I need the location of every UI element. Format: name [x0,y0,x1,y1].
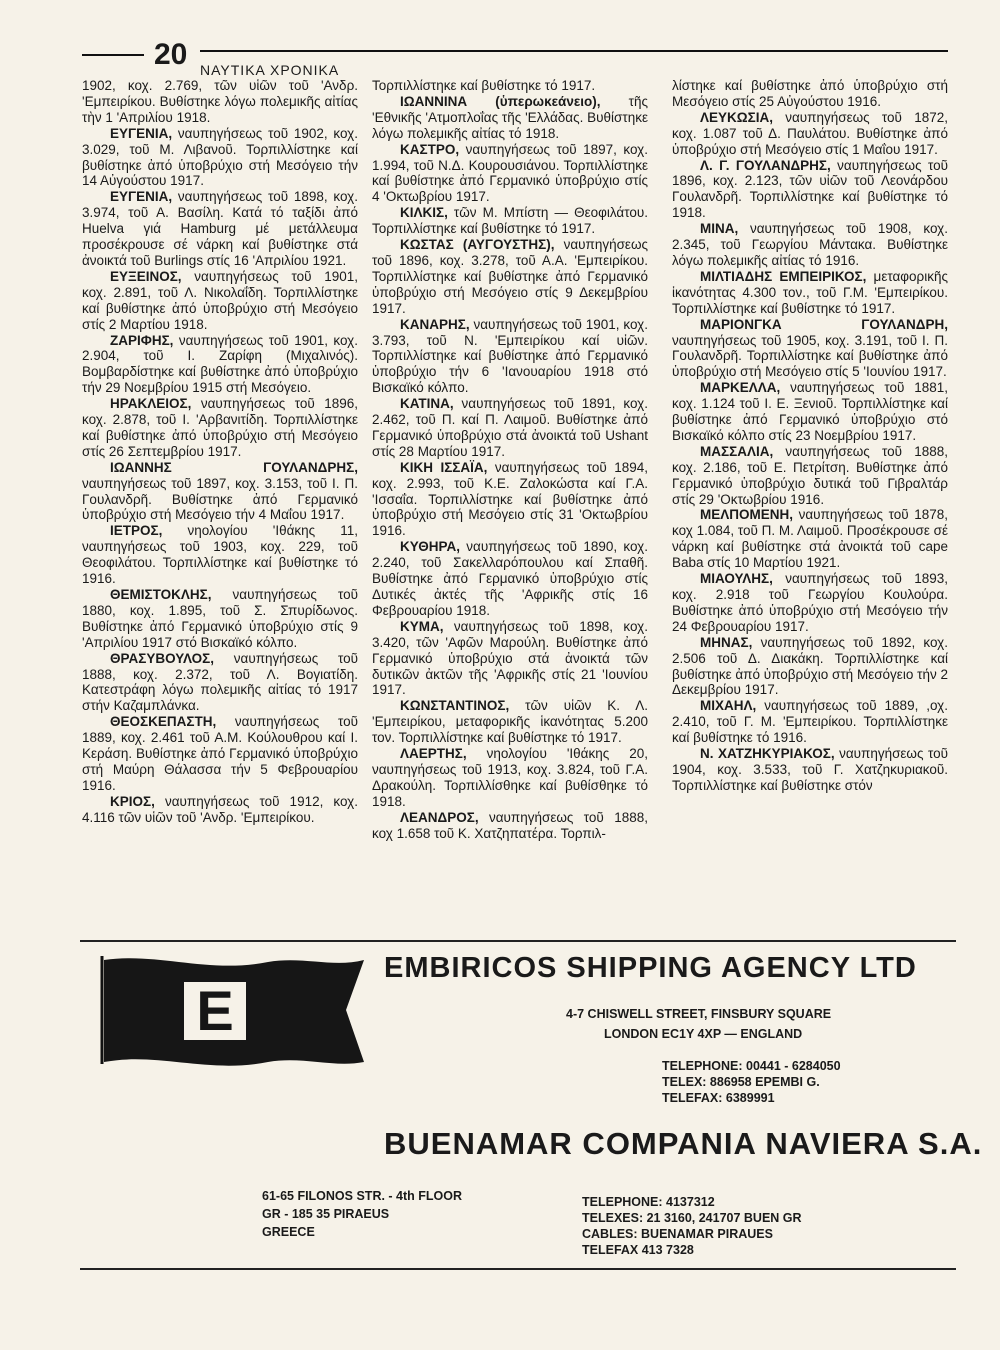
page-number: 20 [154,38,188,71]
ship-entry [372,460,648,540]
ad1-telephone: TELEPHONE: 00441 - 6284050 [662,1059,841,1073]
ship-entry [82,587,358,651]
ship-name: ΘΕΜΙΣΤΟΚΛΗΣ, [110,587,212,602]
ship-description: ναυπηγήσεως τοῦ 1889, κοχ. 2.461 τοῦ Α.Μ. Κούλουθρου καί Ι. Κεράση. Βυθίστηκε ἀπό Γερμανικό ὑποβρύχιο στή Μαύρη Θάλασσα τήν 5 Φεβρουαρίου 1916. [82,714,358,793]
ship-name: ΘΡΑΣΥΒΟΥΛΟΣ, [110,650,215,666]
ship-description: ναυπηγήσεως τοῦ 1889, ,οχ. 2.410, τοῦ Γ. Μ. 'Εμπειρίκου. Τορπιλλίστηκε καί βυθίστηκε τό 1916. [672,698,948,746]
ship-name: ΛΕΥΚΩΣΙΑ, [700,109,773,125]
ship-description: ναυπηγήσεως τοῦ 1888, κοχ. 2.186, τοῦ Ε. Πετρίτση. Βυθίστηκε ἀπό Γερμανικό ὑποβρύχιο δυτικά τοῦ Γιβραλτάρ στίς 29 'Οκτωβρίου 1916. [672,443,948,507]
ship-name: ΚΑΤΙΝΑ, [400,396,454,412]
ship-name: ΚΡΙΟΣ, [110,793,155,809]
ship-name: ΜΑΡΙΟΝΓΚΑ ΓΟΥΛΑΝΔΡΗ, [700,316,948,332]
ship-entry [82,523,358,587]
ship-entry [82,794,358,826]
ship-name: ΚΥΘΗΡΑ, [400,539,460,555]
ship-description: ναυπηγήσεως τοῦ 1888, κοχ. 2.372, τοῦ Λ. Βογιατίδη. Κατεστράφη λόγω πολεμικῆς αἰτίας τό 1917 στήν Καζαμπλάνκα. [82,650,358,714]
ship-name: Ν. ΧΑΤΖΗΚΥΡΙΑΚΟΣ, [700,746,835,762]
ship-description: ναυπηγήσεως τοῦ 1892, κοχ. 2.506 τοῦ Δ. Διακάκη. Τορπιλλίστηκε καί βυθίστηκε ἀπό ὑποβρύχιο στή Μεσόγειο τήν 2 Δεκεμβρίου 1917. [672,634,948,698]
ship-description: ναυπηγήσεως τοῦ 1894, κοχ. 2.993, τοῦ Κ.Ε. Ζαλοκώστα καί Γ.Α. 'Ισσαΐα. Τορπιλλίστηκε καί βυθίστηκε ἀπό ὑποβρύχιο στή Μεσόγειο στίς 31 'Οκτωβρίου 1916. [372,459,648,539]
ship-entry [672,698,948,746]
ad2-company-name: BUENAMAR COMPANIA NAVIERA S.A. [384,1126,983,1161]
ad2-telexes: TELEXES: 21 3160, 241707 BUEN GR [582,1211,802,1225]
ship-entry [372,142,648,206]
ship-name: ΛΕΑΝΔΡΟΣ, [400,809,479,825]
ship-entry [672,317,948,381]
ship-description: ναυπηγήσεως τοῦ 1897, κοχ. 1.994, τοῦ Ν.Δ. Κουρουσιάνου. Τορπιλλίστηκε καί βυθίστηκε ἀπό Γερμανικό ὑποβρύχιο στίς 4 'Οκτωβρίου 1917. [372,141,648,205]
ship-description: τῆς 'Εθνικῆς 'Ατμοπλοΐας τῆς 'Ελλάδας. Βυθίστηκε λόγω πολεμικῆς αἰτίας τό 1918. [372,93,648,141]
ship-description: ναυπηγήσεως τοῦ 1901, κοχ. 2.891, τοῦ Λ. Νικολαΐδη. Τορπιλλίστηκε καί βυθίστηκε ἀπό ὑποβρύχιο στή Μεσόγειο στίς 2 Μαρτίου 1918. [82,268,358,332]
ship-entry [82,714,358,794]
advert-divider-bottom [80,1268,956,1270]
ad1-address-line1: 4-7 CHISWELL STREET, FINSBURY SQUARE [566,1007,832,1021]
ship-name: ΜΙΛΤΙΑΔΗΣ ΕΜΠΕΙΡΙΚΟΣ, [700,268,867,284]
publication-title: ΝΑΥΤΙΚΑ ΧΡΟΝΙΚΑ [200,62,340,78]
ship-entry [372,698,648,746]
ad2-address-line1: 61-65 FILONOS STR. - 4th FLOOR [262,1189,463,1203]
ship-description: ναυπηγήσεως τοῦ 1898, κοχ. 3.420, τῶν 'Αφῶν Μαρούλη. Βυθίστηκε ἀπό Γερμανικό ὑποβρύχιο στά ἀνοικτά τῶν δυτικῶν ἀκτῶν τῆς 'Αφρικῆς στίς 21 'Ιουνίου 1917. [372,618,648,698]
ship-name: ΚΙΛΚΙΣ, [400,205,448,221]
ship-entry [372,237,648,317]
ship-description: 1902, κοχ. 2.769, τῶν υἱῶν τοῦ 'Ανδρ. 'Εμπειρίκου. Βυθίστηκε λόγω πολεμικῆς αἰτίας τὴν 1 'Απριλίου 1918. [82,78,358,125]
ship-description: ναυπηγήσεως τοῦ 1912, κοχ. 4.116 τῶν υἱῶν τοῦ 'Ανδρ. 'Εμπειρίκου. [82,793,358,825]
ship-description: ναυπηγήσεως τοῦ 1905, κοχ. 3.191, τοῦ Ι. Π. Γουλανδρῆ. Τορπιλλίστηκε καί βυθίστηκε ἀπό ὑποβρύχιο στή Μεσόγειο στίς 5 'Ιουνίου 1917. [672,332,948,380]
ship-name: ΜΙΧΑΗΛ, [700,698,757,714]
ship-entry [372,205,648,237]
ship-description: ναυπηγήσεως τοῦ 1898, κοχ. 3.974, τοῦ Α. Βασίλη. Κατά τό ταξίδι ἀπό Huelva γιά Hamburg μέ μετάλλευμα προσέκρουσε σέ νάρκη καί βυθίστηκε στά ἀνοικτά τοῦ Burlings στίς 16 'Απριλίου 1921. [82,189,358,268]
ship-description: Τορπιλλίστηκε καί βυθίστηκε τό 1917. [372,78,596,93]
ship-entry [672,746,948,794]
ad1-telex: TELEX: 886958 EPEMBI G. [662,1075,820,1089]
ship-description: ναυπηγήσεως τοῦ 1878, κοχ 1.084, τοῦ Π. Μ. Λαιμοῦ. Προσέκρουσε σέ νάρκη καί βυθίστηκε στά ἀνοικτά τοῦ cape Baba στίς 10 Μαρτίου 1921. [672,507,948,571]
header-rule-left [82,54,144,56]
flag-letter: E [196,979,234,1042]
ship-description: ναυπηγήσεως τοῦ 1901, κοχ. 2.904, τοῦ Ι. Ζαρίφη (Μιχαλινός). Βομβαρδίστηκε καί βυθίστηκε ἀπό ὑποβρύχιο τήν 29 Νοεμβρίου 1915 στή Μεσόγειο. [82,332,358,396]
ship-description: ναυπηγήσεως τοῦ 1896, κοχ. 3.278, τοῦ Α.Α. 'Εμπειρίκου. Τορπιλλίστηκε καί βυθίστηκε ἀπό Γερμανικό ὑποβρύχιο στή Μεσόγειο στίς 9 Δεκεμβρίου 1917. [372,237,648,316]
ship-entry [672,507,948,571]
ship-entry [672,221,948,269]
ship-name: ΕΥΓΕΝΙΑ, [110,125,173,141]
ship-description: ναυπηγήσεως τοῦ 1901, κοχ. 3.793, τοῦ Ν. 'Εμπειρίκου καί υἱῶν. Τορπιλλίστηκε καί βυθίστηκε ἀπό Γερμανικό ὑποβρύχιο τήν 6 'Ιανουαρίου 1918 στό Βισκαϊκό κόλπο. [372,316,648,396]
ship-name: ΚΩΣΤΑΣ (ΑΥΓΟΥΣΤΗΣ), [400,237,555,253]
ship-description: ναυπηγήσεως τοῦ 1896, κοχ. 2.123, τῶν υἱῶν τοῦ Λεονάρδου Γουλανδρῆ. Τορπιλλίστηκε καί βυθίστηκε τό 1918. [672,157,949,221]
ship-name: ΚΑΝΑΡΗΣ, [400,316,470,332]
ship-entry [672,269,948,317]
ship-name: ΕΥΞΕΙΝΟΣ, [110,268,182,284]
ship-name: ΜΑΣΣΑΛΙΑ, [700,443,774,459]
ship-entry [82,126,358,190]
ship-name: ΗΡΑΚΛΕΙΟΣ, [110,396,192,412]
ship-entry [82,396,358,460]
ship-name: Λ. Γ. ΓΟΥΛΑΝΔΡΗΣ, [700,157,831,173]
ship-description: μεταφορικῆς ἱκανότητας 4.300 τον., τοῦ Γ.Μ. 'Εμπειρίκου. Τορπιλλίστηκε καί βυθίστηκε τό 1917. [672,268,948,316]
ship-name: ΜΙΑΟΥΛΗΣ, [700,571,773,587]
page-header [82,38,948,80]
ship-entry [82,651,358,715]
text-column-1 [82,78,358,826]
ad1-address-line2: LONDON EC1Y 4XP — ENGLAND [604,1027,803,1041]
ship-entry [672,158,948,222]
ship-description: ναυπηγήσεως τοῦ 1897, κοχ. 3.153, τοῦ Ι. Π. Γουλανδρῆ. Βυθίστηκε ἀπό Γερμανικό ὑποβρύχιο στή Μεσόγειο τήν 4 Μαΐου 1917. [82,475,358,523]
ship-description: ναυπηγήσεως τοῦ 1888, κοχ 1.658 τοῦ Κ. Χατζηπατέρα. Τορπιλ- [372,809,648,841]
ship-entry [372,810,648,842]
ship-name: ΜΑΡΚΕΛΛΑ, [700,380,781,396]
ship-description: ναυπηγήσεως τοῦ 1890, κοχ. 2.240, τοῦ Σακελλαρόπουλου καί Σπαθῆ. Βυθίστηκε ἀπό Γερμανικό ὑποβρύχιο στίς Δυτικές ἀκτές τῆς 'Αφρικῆς στίς 16 Φεβρουαρίου 1918. [372,539,648,618]
ship-name: ΘΕΟΣΚΕΠΑΣΤΗ, [110,714,217,730]
ship-entry [672,78,948,110]
ship-entry [372,78,648,94]
ship-entry [372,619,648,699]
ship-name: ΖΑΡΙΦΗΣ, [110,332,174,348]
ship-name: ΜΕΛΠΟΜΕΝΗ, [700,507,794,523]
ship-description: ναυπηγήσεως τοῦ 1881, κοχ. 1.124 τοῦ Ι. Ε. Ξενιοῦ. Τορπιλλίστηκε καί βυθίστηκε ἀπό Γερμανικό ὑποβρύχιο στό Βισκαϊκό κόλπο στίς 23 Νοεμβρίου 1917. [672,380,948,443]
ship-name: ΜΗΝΑΣ, [700,634,753,650]
ship-description: ναυπηγήσεως τοῦ 1902, κοχ. 3.029, τοῦ Μ. Λιβανοῦ. Τορπιλλίστηκε καί βυθίστηκε ἀπό ὑποβρύχιο στή Μεσόγειο τήν 14 Αὐγούστου 1917. [82,125,358,189]
ship-name: ΚΙΚΗ ΙΣΣΑΪΑ, [400,459,488,475]
ship-description: ναυπηγήσεως τοῦ 1893, κοχ. 2.918 τοῦ Γεωργίου Κουλούρα. Βυθίστηκε ἀπό ὑποβρύχιο στή Μεσόγειο τήν 24 Φεβρουαρίου 1917. [672,571,948,634]
ship-description: ναυπηγήσεως τοῦ 1891, κοχ. 2.462, τοῦ Π. καί Π. Λαιμοῦ. Βυθίστηκε ἀπό Γερμανικό ὑποβρύχιο στά ἀνοικτά τοῦ Ushant στίς 28 Μαρτίου 1917. [372,396,648,459]
ship-entry [372,746,648,810]
ship-description: ναυπηγήσεως τοῦ 1896, κοχ. 2.878, τοῦ Ι. 'Αρβανιτίδη. Τορπιλλίστηκε καί βυθίστηκε ἀπό ὑποβρύχιο στή Μεσόγειο στίς 26 Σεπτεμβρίου 1917. [82,396,358,459]
ad1-company-name: EMBIRICOS SHIPPING AGENCY LTD [384,952,917,984]
ship-entry [672,444,948,508]
ad2-cables: CABLES: BUENAMAR PIRAUES [582,1227,773,1241]
ship-description: τῶν υἱῶν Κ. Λ. 'Εμπειρίκου, μεταφορικῆς ἱκανότητας 5.200 τον. Τορπιλλίστηκε καί βυθίστηκε τό 1917. [372,698,648,746]
ship-entry [82,269,358,333]
ad2-telefax: TELEFAX 413 7328 [582,1243,694,1257]
ship-entry [82,189,358,269]
ship-entry [372,539,648,619]
advert-divider-top [80,940,956,942]
ad2-address-line2: GR - 185 35 PIRAEUS [262,1207,390,1221]
ship-name: ΚΩΝΣΤΑΝΤΙΝΟΣ, [400,698,510,714]
ship-description: νηολογίου 'Ιθάκης 20, ναυπηγήσεως τοῦ 1913, κοχ. 3.824, τοῦ Γ.Α. Δρακούλη. Τορπιλλίσθηκε καί βυθίσθηκε τό 1918. [372,746,648,809]
ship-name: ΚΥΜΑ, [400,618,444,634]
ship-name: ΙΩΑΝΝΗΣ ΓΟΥΛΑΝΔΡΗΣ, [110,459,358,475]
ship-entry [672,380,948,444]
ship-description: τῶν Μ. Μπίστη — Θεοφιλάτου. Τορπιλλίστηκε καί βυθίστηκε τό 1917. [372,205,648,237]
ship-name: ΛΑΕΡΤΗΣ, [400,746,467,762]
ship-entry [372,94,648,142]
ship-entry [672,635,948,699]
ship-entry [372,317,648,397]
ship-entry [672,110,948,158]
ship-entry [82,333,358,397]
ship-name: ΚΑΣΤΡΟ, [400,141,460,157]
text-column-3 [672,78,948,794]
ship-description: ναυπηγήσεως τοῦ 1904, κοχ. 3.533, τοῦ Γ. Χατζηκυριακοῦ. Τορπιλλίστηκε καί βυθίστηκε στόν [672,746,948,793]
ship-description: ναυπηγήσεως τοῦ 1880, κοχ. 1.895, τοῦ Σ. Σπυρίδωνος. Βυθίστηκε ἀπό Γερμανικό ὑποβρύχιο στίς 9 'Απριλίου 1917 στό Βισκαϊκό κόλπο. [82,587,358,650]
ship-entry [82,460,358,524]
ship-entry [372,396,648,460]
ship-description: ναυπηγήσεως τοῦ 1908, κοχ. 2.345, τοῦ Γεωργίου Μάντακα. Βυθίστηκε λόγω πολεμικῆς αἰτίας τό 1916. [672,221,948,268]
text-column-2 [372,78,648,842]
ship-description: νηολογίου 'Ιθάκης 11, ναυπηγήσεως τοῦ 1903, κοχ. 229, τοῦ Θεοφιλάτου. Τορπιλλίστηκε καί βυθίστηκε τό 1916. [82,523,358,587]
ad2-address-line3: GREECE [262,1225,315,1239]
ship-name: ΙΕΤΡΟΣ, [110,523,163,539]
embiricos-flag-logo [98,952,368,1068]
ship-name: ΜΙΝΑ, [700,221,739,237]
ship-description: λίστηκε καί βυθίστηκε ἀπό ὑποβρύχιο στή Μεσόγειο στίς 25 Αὐγούστου 1916. [672,78,948,109]
ship-name: ΕΥΓΕΝΙΑ, [110,189,173,205]
ship-entry [672,571,948,635]
ship-entry [82,78,358,126]
ad1-telefax: TELEFAX: 6389991 [662,1091,775,1105]
header-rule-right [200,50,948,52]
ship-name: ΙΩΑΝΝΙΝΑ (ὑπερωκεάνειο), [400,93,601,109]
ship-description: ναυπηγήσεως τοῦ 1872, κοχ. 1.087 τοῦ Δ. Παυλάτου. Βυθίστηκε ἀπό ὑποβρύχιο στή Μεσόγειο στίς 1 Μαΐου 1917. [672,109,948,157]
ad2-telephone: TELEPHONE: 4137312 [582,1195,715,1209]
